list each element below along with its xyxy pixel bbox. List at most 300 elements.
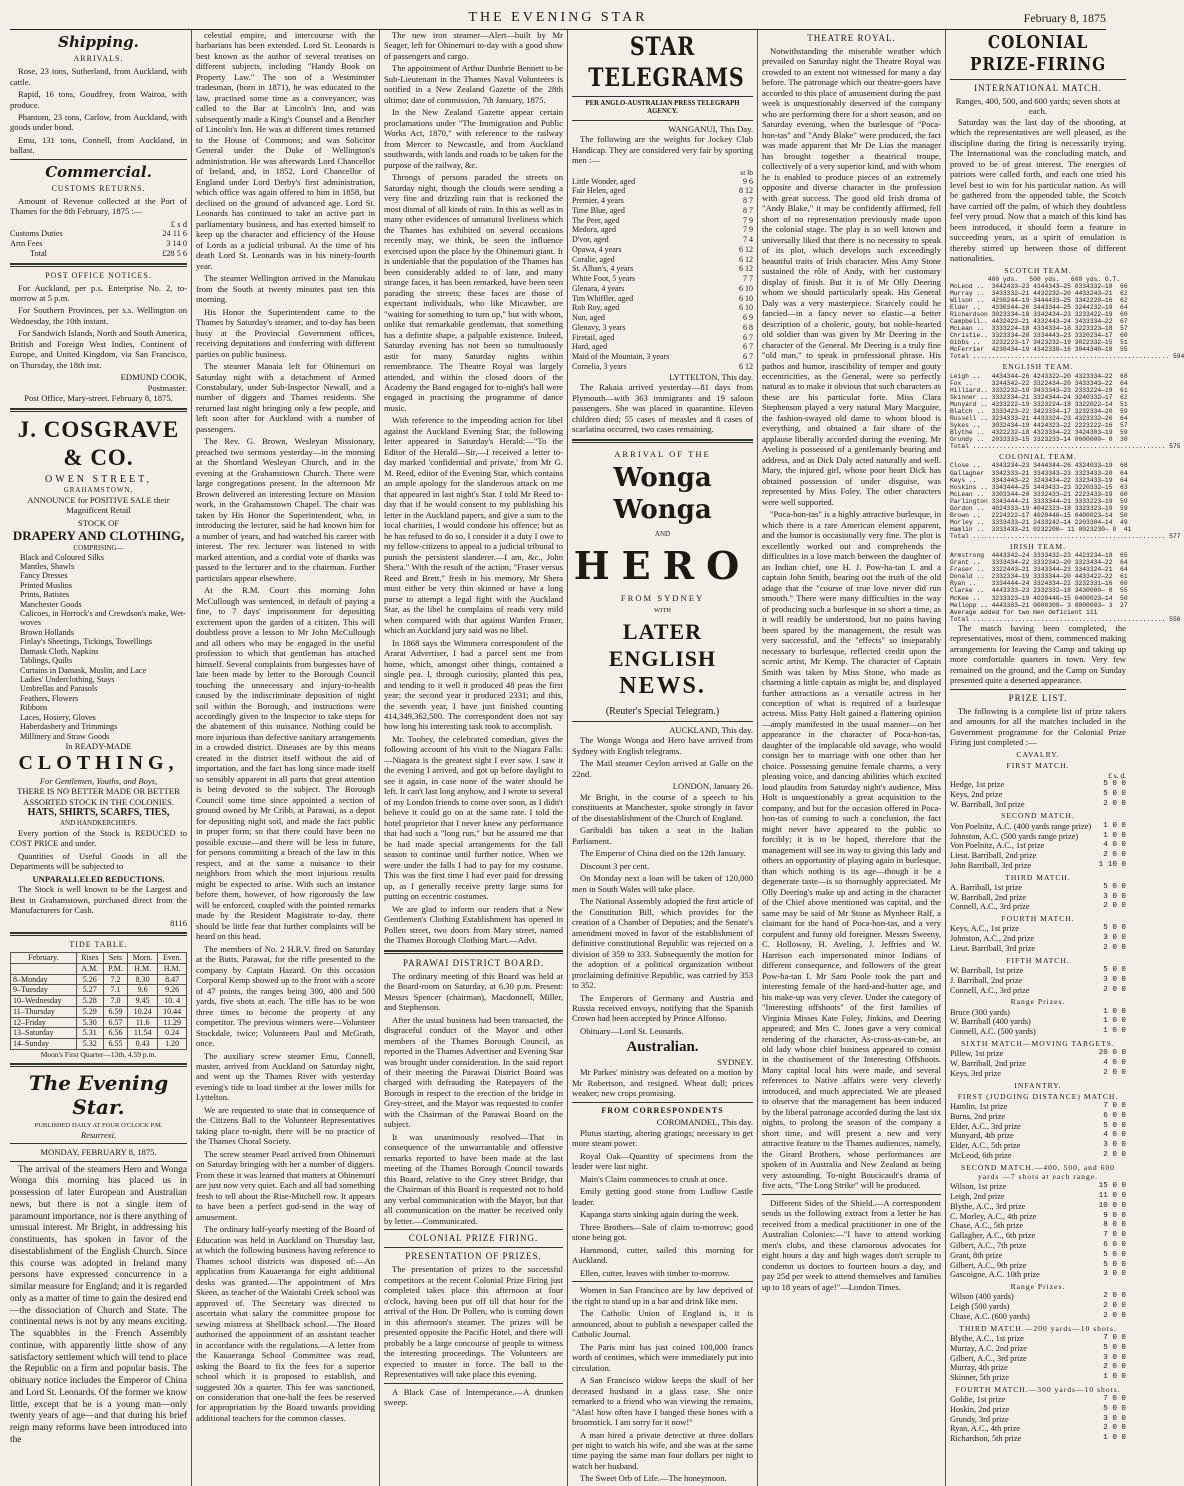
divider [384, 1247, 563, 1248]
ad-comprising: COMPRISING— [73, 543, 124, 552]
wonga-wonga: Wonga Wonga [613, 463, 712, 525]
prize-row [950, 944, 1126, 954]
goods-item: Tablings, Quilts [20, 656, 73, 666]
article-text: The auxiliary screw steamer Emu, Connell, master, arrived from Auckland on Saturday night, and went up the Thames River with yesterday evening's tide to load timber at the lower mills for Lyttelton. [196, 1050, 375, 1103]
prize-firing-heading: COLONIAL PRIZE-FIRING [970, 32, 1106, 75]
prize-winner: Murray, 4th prize [950, 1363, 1008, 1373]
horse-name: D'vor, aged [572, 235, 609, 245]
tide-cell: 8–Monday [11, 974, 77, 985]
horse-weight: 6 9 [743, 313, 753, 323]
commercial-heading: Commercial. [45, 162, 152, 181]
article-text: The Emperor of China died on the 12th January. [580, 848, 746, 859]
team-total: Total .................................................... 594 [950, 353, 1184, 361]
prize-amount: 2 0 0 [1103, 1068, 1126, 1077]
horse-name: Nun, aged [572, 313, 605, 323]
published-line: PUBLISHED DAILY AT FOUR O'CLOCK P.M. [34, 1121, 163, 1129]
tide-cell: 8.30 [128, 974, 158, 985]
dateline: AUCKLAND, This day. [669, 724, 753, 735]
article-text: Royal Oak—Quantity of specimens from the leader were last night. [572, 1150, 753, 1172]
hero-heading: HERO [573, 543, 752, 588]
divider [572, 1102, 753, 1103]
prize-row [950, 1017, 1126, 1027]
divider [10, 159, 187, 160]
prize-amount: 2 0 0 [1103, 851, 1126, 860]
tide-cell: 6.56 [103, 1028, 127, 1039]
prize-amount: 7 0 0 [1103, 1395, 1126, 1404]
horse-name: Premier, 4 years [572, 196, 624, 206]
score-table: Leigh .. 4434344—26 4243322—20 4323334—22 68 Fox .. 3244342—22 3322434—20 3433343—22 64 Hilliard.. 3332232—19 3433343—23 2333224—19 61 Skinner .. 3332334—21 3324344—24 3240332—17 62 Munyard .. 4333222—19 3323224—18 3322022—14 51 Blatch .. 3333423—22 3423334—17 3232334—20 59 Russell .. 3234333—21 4433324—23 4323332—20 64 Sykes .. 3032434—19 4424323—22 2223222—16 57 Blythe .. 4322232—18 4323334—22 3424303—19 59 Grundy .. 2033333—15 3323233—14 0000000— 0 30 [950, 372, 1128, 444]
tide-cell: 7.2 [103, 974, 127, 985]
divider [950, 689, 1126, 690]
prize-row [950, 1131, 1126, 1141]
horse-name: Glenara, 4 years [572, 283, 625, 293]
with-label: WITH [654, 606, 671, 614]
article-text: Ellen, cutter, leaves with timber to-morrow. [580, 1267, 730, 1278]
tide-cell: 10.44 [158, 1006, 187, 1017]
prize-winner: Leigh (500 yards) [950, 1302, 1010, 1312]
prize-row [950, 1344, 1126, 1354]
article-text: In 1868 says the Wimmera correspondent of the Ararat Advertiser, I had a parcel sent me from home, which, amongst other things, contained a single pea. I, through curiosity, planted this pea, and tending to it well it produced 48 peas the first year; the second year it produced 2331; and this, the seventh year, I have just finished counting 414,349,362,500. The correspondent does not say how long his interesting task took to accomplish. [384, 637, 563, 732]
presentation-title: PRESENTATION OF PRIZES. [405, 1251, 542, 1262]
prize-row [950, 1363, 1126, 1373]
prize-amount: 3 0 0 [1103, 975, 1126, 984]
ad-unparalleled: UNPARALLELED REDUCTIONS. [32, 873, 165, 884]
arrival-item: Rapid, 16 tons, Goudfrey, from Wairoa, with produce. [10, 89, 187, 110]
article-text: We are glad to inform our readers that a New Gentlemen's Clothing Establishment has opened in Pollen street, two doors from Mary street, named the Thames Borough Clothing Mart.—Advt. [384, 903, 563, 946]
news-heading: NEWS. [619, 673, 706, 700]
prize-winner: A. Barriball, 1st prize [950, 882, 1023, 892]
prize-row [950, 832, 1126, 842]
column-5 [762, 30, 946, 1486]
prize-row [950, 1049, 1126, 1059]
section-label: THIRD MATCH.—200 yards—10 shots. [959, 1323, 1117, 1333]
score-table: Armstrong 4443342—24 3333432—23 4423234—18 65 Grant .. 3333434—22 3332342—20 3323434—22 64 Fraser .. 3322443—21 3343344—23 3343324—21 64 Donald .. 2332334—19 3333344—20 4433422—22 61 Ryan .. 3334444—24 3324334—22 3232331—16 60 Clarke .. 4443333—23 2332332—18 3430000— 8 55 McKee .. 3233323—19 4020440—15 0400023—14 50 Mellopp .. 4443303—21 0000300— 3 0000003— 3 27 [950, 552, 1128, 609]
ad-number: 8116 [170, 917, 187, 928]
prize-row [950, 1112, 1126, 1122]
article-text: A Black Case of Intemperance.—A drunken sweep. [384, 1386, 563, 1407]
tide-cell: 11–Thursday [11, 1006, 77, 1017]
horse-weight: 7 9 [743, 215, 753, 225]
prize-winner: J. Barriball, 2nd prize [950, 975, 1023, 985]
tide-cell: 6.57 [103, 1017, 127, 1028]
article-text: Saturday was the last day of the shooting, at which the representatives are well pleased, as the discipline during the firing is necessarily trying. The International was the concluding match, and proved to be of great interest. The energies of patriots were called forth, and each one tried his level best to win for his particular nation. As will be gathered from the appended table, the Scotch have carried off the palm, of which they doubtless feel very proud. Now that a match of this kind has been introduced, it should form a feature in succeeding years, as a spirit of emulation is thereby stirred up between those of different nationalities. [950, 116, 1126, 264]
goods-item: Laces, Hosiery, Gloves [20, 712, 96, 722]
team-total: Total ................................................... 575 [950, 443, 1181, 451]
goods-item: Millinery and Straw Goods [20, 731, 110, 741]
prize-winner: Leigh, 2nd prize [950, 1192, 1005, 1202]
divider [572, 439, 753, 443]
ad-stock-of: STOCK OF [77, 517, 120, 528]
tide-cell: 12–Friday [11, 1017, 77, 1028]
weight-row [572, 216, 753, 226]
prize-row [950, 976, 1126, 986]
article-text: The new iron steamer—Alert—built by Mr Seager, left for Ohinemuri to-day with a good show of passengers and cargo. [384, 30, 563, 61]
weight-row [572, 225, 753, 235]
prize-row [950, 1292, 1126, 1302]
article-text: The ordinary meeting of this Board was held at the Board-room on Saturday, at 6.30 p.m. Present: Messrs Spencer (chairman), Macdonnell, Miller, and Stephenson. [384, 970, 563, 1013]
prize-amount: 2 0 0 [1103, 902, 1126, 911]
article-text: Women in San Francisco are by law deprived of the right to stand up in a bar and drink like men. [572, 1285, 753, 1306]
article-text: The steamer Wellington arrived in the Manukau from the South at twenty minutes past ten this morning. [196, 273, 375, 305]
tide-cell: 11.29 [158, 1017, 187, 1028]
horse-name: Hard, aged [572, 342, 608, 352]
dateline: LYTTELTON, This day. [669, 371, 753, 382]
post-notice: For Sandwich Islands, North and South America, British and Foreign West Indies, Continent of Europe, and United Kingdom, via San Francisco, on Thursday, the 18th inst. [10, 328, 187, 370]
article-text: At the R.M. Court this morning John McCullough was sentenced, in default of paying a fine, to 7 days' imprisonment for depositing excrement upon the garden of a citizen. This will doubtless prove a lesson to Mr John McCullough and all others who may be engaged in the useful profession to which that gentleman has attached himself. Several complaints from burgesses have of late been made by letter to the Borough Council touching the unnecessary and injury-to-health caused by the indiscriminate deposition of night soil within the Borough, and instructions were accordingly given to the Inspector to take steps for the abatement of this nuisance. Nothing could be more injurious than defective sanitary arrangements in a crowded district. Diseases are by this means created in the district itself without the aid of importation, and the fact has long since made itself so sensibly apparent in all parts that great attention is being devoted to the subject. The Borough Council some time since appointed a section of ground owned by Mr Cribb, at Parawai, as a depot for depositing night soil, and made the fact public in proper form; so that there could have been no possible excuse—and there will be less in future, for persons committing a breach of the law in this respect, and at the same a nuisance to their neighbors from which the most injurious results might be expected to arise. With such an instance before them, however, of how rigorously the law will be enforced, coupled with the pointed remarks made by the Resident Magistrate to-day, there should be little fear that further complaints will be heard on this head. [196, 585, 375, 942]
prize-row [950, 1192, 1126, 1202]
prize-winner: Hamlin, 1st prize [950, 1102, 1008, 1112]
divider [10, 263, 187, 267]
weight-row [572, 284, 753, 294]
customs-title: CUSTOMS RETURNS. [51, 184, 146, 194]
horse-name: Cornelia, 3 years [572, 361, 627, 371]
tide-subheader-row: A.M. P.M. H.M. H.M. [11, 963, 187, 974]
horse-weight: 6 10 [739, 283, 753, 293]
article-text: Garibaldi has taken a seat in the Italian Parliament. [572, 825, 753, 846]
horse-weight: 6 7 [743, 352, 753, 362]
article-text: The Mail steamer Ceylon arrived at Galle on the 22nd. [572, 758, 753, 779]
prize-winner: Blythe, A.C., 1st prize [950, 1333, 1024, 1343]
prize-list [950, 780, 1126, 1444]
section-label: INFANTRY. [1014, 1080, 1062, 1090]
horse-name: Little Wonder, aged [572, 176, 636, 186]
prize-row [950, 1373, 1126, 1383]
prize-winner: C. Morley, A.C., 4th prize [950, 1211, 1037, 1221]
ad-clothing: CLOTHING, [18, 752, 179, 775]
goods-item: Brown Hollands [20, 627, 74, 637]
tide-cell: 10. 4 [158, 996, 187, 1007]
horse-name: The Peer, aged [572, 215, 620, 225]
prize-amount: 2 0 0 [1103, 985, 1126, 994]
goods-item: Umbrellas and Parasols [20, 684, 98, 694]
tide-cell: 7.1 [103, 985, 127, 996]
goods-item: Feathers, Flowers [20, 693, 79, 703]
tide-title: TIDE TABLE. [69, 940, 128, 950]
article-text: Emily getting good stone from Ludlow Castle leader. [572, 1186, 753, 1207]
weight-row [572, 362, 753, 372]
prize-row [950, 1270, 1126, 1280]
weights-unit: st lb [740, 167, 753, 177]
prize-amount: 2 0 0 [1103, 799, 1126, 808]
and-label: AND [654, 530, 671, 539]
article-text: It was unanimously resolved—That in consequence of the unwarrantable and offensive remarks reported to have been made at the last meeting of the Thames Borough Council towards this Board, relative to the Grey street Bridge, that the Chairman of this Board is requested not to hold any verbal communication with the Mayor, but that all communication on the matter be received only by letter.—Communicated. [384, 1131, 563, 1226]
article-text: Notwithstanding the miserable weather which prevailed on Saturday night the Theatre Royal was crowded to an extent not witnessed for many a day before. The patronage which our theatre-goers have accorded to this place of amusement during the past week is unquestionably deserved of the company who are performing there for a short season, and on Saturday evening, when the burlesque of "Poca-hon-tas" and "Andy Blake" were produced, the fact was made apparent that Mr De Lias the manager has brought together a theatrical troupe, collectively of a very superior kind, and with whom he is enabled to produce pieces of an extremely opposite and diverse character in the profession with great success. The good old Irish drama of "Andy Blake," it may be confidently affirmed, fell short of no representation previously made upon the colonial stage. The play is so well known and universally liked that there is no necessity to speak of its plot, which develops such exceedingly beautiful traits of Irish character. Miss Amy Stone sustained the rôle of Andy, with her customary display of finish. But it is of Mr Olly Deering whom we should particularly speak. His General Daly was a very masterpiece. Scarcely could he fancied—in a fancy never so elastic—a better description of a choleric, gouty, but noble-hearted old soldier than was given by Mr Deering in the character of the General. Mr Deering is a truly fine "old man," to speak in professional phrase. His pathos and humor, irascibility of temper and gouty eccentricities, as the General, were so perfectly natural as to make it obvious that such characters as these are his particular forte. Miss Clara Stephenson played a very natural Mary Macguire, the fashion-swayed old dame to whom blood is everything, and obtained a fair share of the applause liberally accorded during the evening. Mr Aveling is possessed of a gentlemanly bearing and address, and as Dick Daly acted naturally and well. Mary, the injured girl, whose poor heart Dick has obtained possession of under disguise, was represented by Miss Foley. The other characters were well supported. [762, 45, 941, 507]
team-average: Average added for two men deficient 111 [950, 608, 1098, 616]
horse-name: Rob Roy, aged [572, 303, 620, 313]
prize-row [950, 800, 1126, 810]
prize-winner: McLeod, 6th prize [950, 1151, 1012, 1161]
prize-winner: Wilson, 1st prize [950, 1182, 1007, 1192]
divider [572, 96, 753, 97]
dateline: COROMANDEL, This day. [656, 1117, 753, 1128]
prize-amount: 4 0 0 [1103, 1059, 1126, 1068]
ad-for-gentlemen: For Gentlemen, Youths, and Boys, [39, 775, 158, 786]
prize-amount: 5 0 0 [1103, 1121, 1126, 1130]
masthead-title: THE EVENING STAR [468, 9, 648, 25]
weight-row [572, 255, 753, 265]
prize-amount: 5 0 0 [1103, 1250, 1126, 1259]
prize-winner: Lieut. Barriball, 2nd prize [950, 851, 1037, 861]
prize-amount: 2 0 0 [1103, 1151, 1126, 1160]
prize-row [950, 1212, 1126, 1222]
prize-amount: 5 0 0 [1103, 1404, 1126, 1413]
goods-item: Haberdashery and Trimmings [20, 722, 118, 732]
post-office-title: POST OFFICE NOTICES. [45, 270, 152, 280]
prize-row [950, 1202, 1126, 1212]
currency-head: £ s. d. [1108, 771, 1126, 780]
horse-weight: 7 4 [743, 235, 753, 245]
prize-winner: Gallagher, A.C., 6th prize [950, 1231, 1036, 1241]
goods-item: Black and Coloured Silks [20, 552, 104, 562]
prize-amount: 20 0 0 [1098, 1049, 1126, 1058]
section-label: SECOND MATCH. [1001, 811, 1075, 821]
prize-row [950, 780, 1126, 790]
article-text: His Honor the Superintendent came to the Thames by Saturday's steamer, and to-day has been busy at the Provincial Government offices, receiving deputations and conferring with different parties on public business. [196, 306, 375, 359]
prize-winner: Wilson (400 yards) [950, 1292, 1014, 1302]
prize-row [950, 1354, 1126, 1364]
horse-weight: 8 7 [743, 205, 753, 215]
ad-street: OWEN STREET, [45, 473, 152, 485]
column-4 [572, 30, 758, 1486]
moon-phase: Moon's First Quarter—13th, 4.59 p.m. [40, 1049, 157, 1059]
arrival-of: ARRIVAL OF THE [614, 448, 711, 459]
intl-match-title: INTERNATIONAL MATCH. [974, 82, 1102, 93]
prize-row [950, 841, 1126, 851]
article-text: The Emperors of Germany and Austria and Russia received envoys, notifying that the Spanish Crown had been accepted by Prince Alfonso. [572, 992, 753, 1024]
divider [572, 721, 753, 722]
article-text: The members of No. 2 H.R.V. fired on Saturday at the Butts, Parawai, for the rifle presented to the company by Captain Hazard. On this occasion Corporal Kemp showed up to the front with a score of 47 points, the ranges being 300, 400 and 500 yards, five shots at each. The rifle has to be won three times to become the property of any competitor. The previous winners were—Volunteer Stockdale, twice; Volunteers Paul and McGrath, once. [196, 943, 375, 1049]
prize-amount: 7 0 0 [1103, 1333, 1126, 1342]
prize-row [950, 934, 1126, 944]
article-text: Main's Claim commences to crush at once. [580, 1173, 728, 1184]
prize-winner: Munyard, 4th prize [950, 1131, 1014, 1141]
horse-name: White Foot, 5 years [572, 274, 636, 284]
goods-item: Damask Cloth, Napkins [20, 646, 99, 656]
from-sydney: FROM SYDNEY [620, 593, 705, 604]
horse-weight: 6 10 [739, 293, 753, 303]
horse-weight: 6 7 [743, 332, 753, 342]
tide-cell: 5.28 [76, 996, 103, 1007]
weight-row [572, 186, 753, 196]
ad-portion: Every portion of the Stock is REDUCED to COST PRICE and under. [10, 827, 187, 849]
weight-row [572, 206, 753, 216]
customs-intro: Amount of Revenue collected at the Port of Thames for the 8th February, 1875 :— [10, 195, 187, 217]
columns [10, 30, 1184, 1484]
prize-row [950, 1059, 1126, 1069]
section-label: FIRST (JUDGING DISTANCE) MATCH. [957, 1091, 1119, 1101]
prize-winner: W. Barriball, 2nd prize [950, 1059, 1026, 1069]
prize-amount: 5 0 0 [1103, 789, 1126, 798]
divider [572, 120, 753, 121]
goods-item: Curtains in Damask, Muslin, and Lace [20, 665, 147, 675]
weight-row [572, 352, 753, 362]
team-title: SCOTCH TEAM. [1004, 265, 1072, 275]
prize-row [950, 1122, 1126, 1132]
prize-winner: Richardson, 5th prize [950, 1434, 1022, 1444]
horse-weight: 6 12 [739, 244, 753, 254]
horse-name: St. Alban's, 4 years [572, 264, 634, 274]
post-footer: Post Office, Mary-street. February 8, 1875. [24, 393, 173, 404]
horse-weight: 7 7 [743, 274, 753, 284]
score-table: Close .. 4343234—23 3444344—26 4324033—19 68 Gallagher 3342333—21 3343343—23 3323433—20 64 Keys .. 3343443—22 3243434—22 3323433—19 64 Hoskins .. 3343444—25 3443433—23 3220332—15 63 McLean .. 3303344—20 3332433—21 2223433—19 60 Parlington 3343444—21 3333344—21 3333223—19 59 Gordon .. 4024333—19 4042323—18 3323323—19 59 Brown .. 2224322—17 4020440—15 0400023—14 50 Morley .. 3333433—21 2433242—14 2203304—14 49 Hamlin .. 3333433—21 0232200— 11 0023230— 9 41 [950, 462, 1132, 533]
horse-weight: 6 7 [743, 342, 753, 352]
prize-winner: Blythe, A.C., 3rd prize [950, 1201, 1026, 1211]
prize-amount: 1 0 0 [1103, 1017, 1126, 1026]
article-text: With reference to the impending action for libel against the Auckland Evening Star, the following letter appeared in Saturday's Herald:—"To the Editor of the Herald—Sir,—I received a letter to-day marked 'confidential and private,' from Mr G. M. Reed, editor of the Evening Star, which contains an ample apology for the slanderous attack on me that appeared in last night's Star. I told Mr Reed to-day that if he would consent to my publishing his letter in the Auckland papers, and give a sum to the local charities, I would condone his offence; but as he has refused to do so, I consider it a duty I owe to my fellow-citizens to appeal to a judicial tribunal to punish the persistent slanderer.—I am, &c., John Shera." With the result of the action, "Fraser versus Reed and Brett," fresh in his memory, Mr Shera must either be very thin skinned or have a long purse to attempt a legal fight with the Auckland Star, as the libel he complains of reads very mild when compared with that against Warden Fraser, which an Auckland jury said was no libel. [384, 415, 563, 636]
prize-amount: 1 0 0 [1103, 1007, 1126, 1016]
prize-winner: Connell, A.C., 3rd prize [950, 985, 1030, 995]
tide-cell: 9.45 [128, 996, 158, 1007]
prize-winner: Hoskin, 2nd prize [950, 1404, 1010, 1414]
tide-cell: 5.32 [76, 1039, 103, 1050]
post-notice: For Southern Provinces, per s.s. Wellington on Wednesday, the 10th instant. [10, 305, 187, 326]
shipping-heading: Shipping. [58, 33, 139, 51]
horse-name: Medora, aged [572, 225, 616, 235]
prize-row [950, 902, 1126, 912]
masthead [10, 4, 1106, 30]
prize-amount: 8 0 0 [1103, 1221, 1126, 1230]
prize-row [950, 966, 1126, 976]
prize-row [950, 1405, 1126, 1415]
tide-cell: 1.20 [158, 1039, 187, 1050]
tide-cell: 6.55 [103, 1039, 127, 1050]
dateline: SYDNEY. [717, 1056, 753, 1067]
prize-winner: Pillew, 1st prize [950, 1049, 1004, 1059]
prize-amount: 6 0 0 [1103, 1240, 1126, 1249]
divider [384, 1229, 563, 1230]
article-text: The Rakaia arrived yesterday—81 days from Plymouth—with 363 immigrants and 19 saloon passengers. She was placed in quarantine. Eleven children died; 55 cases of measles and 8 cases of scarlatina occurred, two cases remaining. [572, 382, 753, 435]
prize-amount: 3 0 0 [1103, 1414, 1126, 1423]
prize-winner: Connell, A.C. (500 yards) [950, 1027, 1036, 1037]
prize-amount: 3 0 0 [1103, 892, 1126, 901]
prize-amount: 3 0 0 [1103, 1270, 1126, 1279]
prize-amount: 2 0 0 [1103, 1363, 1126, 1372]
prize-row [950, 1231, 1126, 1241]
prize-amount: 1 0 0 [1103, 1373, 1126, 1382]
prize-list-title: PRIZE LIST. [1008, 692, 1068, 703]
article-text: The screw steamer Pearl arrived from Ohinemuri on Saturday bringing with her a number of diggers. From these it was learned that matters at Ohinemuri are just now very quiet. Each and all had something fresh to tell about the Rise-Mitchell row. It appears to have been a perfect god-send in the way of amusement. [196, 1148, 375, 1222]
prize-amount: 5 0 0 [1103, 1343, 1126, 1352]
article-text: The presentation of prizes to the successful competitors at the recent Colonial Prize Firing just completed takes place this afternoon at four o'clock, having been put off till that hour for the arrival of the Hon. Dr Pollen, who is coming down in this afternoon's steamer. The prizes will be presented opposite the Pacific Hotel, and there will probably be a large concourse of people to witness the interesting proceedings. The Volunteers are expected to muster in force. The ball to the Representatives will take place this evening. [384, 1264, 563, 1380]
prize-amount: 1 10 0 [1098, 860, 1126, 869]
prize-amount: 2 0 0 [1103, 1292, 1126, 1301]
prize-amount: 2 0 0 [1103, 1424, 1126, 1433]
prize-winner: Ryan, A.C., 4th prize [950, 1424, 1020, 1434]
prize-winner: W. Barriball, 3rd prize [950, 799, 1025, 809]
prize-winner: Elder, A.C., 5th prize [950, 1141, 1021, 1151]
article-text: Discount 3 per cent. [580, 860, 650, 871]
goods-item: Prints, Batistes [20, 590, 70, 600]
prize-row [950, 986, 1126, 996]
arrivals-label: ARRIVALS. [73, 54, 124, 64]
divider [762, 1194, 941, 1195]
horse-weight: 8 12 [739, 186, 753, 196]
prize-winner: Goldie, 1st prize [950, 1395, 1006, 1405]
ad-announce: ANNOUNCE for POSITIVE SALE their Magnificent Retail [27, 494, 170, 516]
horse-weight: 7 9 [743, 225, 753, 235]
ad-town: GRAHAMSTOWN, [63, 486, 134, 495]
editorial: The arrival of the steamers Hero and Wonga Wonga this morning has placed us in possession of later European and Australian news, but there is not a single item of paramount importance, nor is there anything of unusual interest. Mr Bright, in addressing his constituents, has spoken in favor of the disestablishment of the English Church. Since this course was adopted in Ireland many persons have expressed concurrence in a similar measure for England; and it is regarded only as a matter of time to gain the desired end—the dissociation of Church and State. The continental news is not by any means exciting. The squabbles in the French Assembly continue, with apparently little show of any satisfactory settlement which will tend to place the Republic on a firm and popular basis. The obituary notice includes the Emperor of China and Lord St. Leonards. Of the former we know little, except that he is a young man—only twenty years of age—and that during his brief reign many reforms have been introduced into the [10, 1164, 187, 1445]
divider [384, 1383, 563, 1384]
agency-line: PER ANGLO-AUSTRALIAN PRESS TELEGRAPH AGENCY. [585, 100, 740, 116]
customs-cols: £ s d [170, 218, 187, 229]
theatre-title: THEATRE ROYAL. [807, 33, 896, 43]
prize-amount: 2 0 0 [1103, 1311, 1126, 1320]
prize-row [950, 1334, 1126, 1344]
prize-row [950, 1182, 1126, 1192]
weight-row [572, 323, 753, 333]
tide-cell: 13–Saturday [11, 1028, 77, 1039]
article-text: Mr Bright, in the course of a speech to his constituents at Manchester, spoke strongly in favor of the disestablishment of the Church of England. [572, 791, 753, 823]
article-text: Hammond, cutter, sailed this morning for Auckland. [572, 1244, 753, 1266]
section-label: FIRST MATCH. [1006, 760, 1070, 770]
divider [10, 1063, 187, 1067]
tide-row [11, 1017, 187, 1028]
divider [10, 1143, 187, 1144]
prize-winner: Chase, A.C., 5th prize [950, 1221, 1024, 1231]
tide-row [11, 985, 187, 996]
postmaster-name: EDMUND COOK, [120, 372, 187, 383]
prize-amount: 1 0 0 [1103, 821, 1126, 830]
tide-cell: 5.30 [76, 1017, 103, 1028]
article-text: celestial empire, and intercourse with the barbarians has been extended. Lord St. Leonards is best known as the author of several treatises on different subjects, including "Handy Book on Property Law." The son of a Westminster tradesman, (born in 1871), he was educated to the law, practised some time as a conveyancer, was called to the Bar at Lincoln's Inn, and was subsequently made a King's Counsel and a Bencher of Lincoln's Inn. He was at different times returned to the House of Commons; and was Solicitor General under the Duke of Wellington's administration. He was afterwards Lord Chancellor of Ireland, and, in 1852, Lord Chancellor of England under Lord Derby's first administration, which office was again offered to him in 1858, but declined on the ground of advanced age. Lord St. Leonards has continued to take an active part in parliamentary business, and has exerted himself to keep up the character and efficiency of the House of Lords as a judicial tribunal. At the time of his death Lord St. Leonards was in his ninety-fourth year. [196, 30, 375, 271]
weight-row [572, 235, 753, 245]
article-text: Mr Parkes' ministry was defeated on a motion by Mr Robertson, and resigned. Wheat dull; prices weaker; new crops promising. [572, 1067, 753, 1099]
ad-stock-known: The Stock is well known to be the Largest and Best in Grahamstown, purchased direct from the Manufacturers for Cash. [10, 884, 187, 916]
goods-list [10, 553, 187, 741]
weight-row [572, 313, 753, 323]
team-title: IRISH TEAM. [1009, 541, 1066, 551]
weight-row [572, 303, 753, 313]
tide-cell: 5.31 [76, 1028, 103, 1039]
tide-row [11, 996, 187, 1007]
goods-item: Ladies' Underclothing, Stays [20, 674, 115, 684]
prize-row [950, 1027, 1126, 1037]
weights-table [572, 177, 753, 372]
arrival-item: Rose, 23 tons, Sutherland, from Auckland, with cattle. [10, 66, 187, 87]
prize-winner: Grant, 8th prize [950, 1250, 1003, 1260]
article-text: Plutus starting, altering gratings; necessary to get more steam power. [572, 1127, 753, 1149]
article-text: In the New Zealand Gazette appear certain proclamations under "The Immigration and Public Works Act, 1870," with reference to the railway from Mercer to Newcastle, and from Auckland southwards, with lands and roads to be taken for the purpose of the railway, &c. [384, 107, 563, 170]
prize-row [950, 1008, 1126, 1018]
section-label: SECOND MATCH.—400, 500, and 600 yards —7 shots at each range. [961, 1162, 1115, 1182]
article-text: The Catholic Union of England is, it is announced, about to publish a newspaper called the Catholic Journal. [572, 1308, 753, 1340]
prize-amount: 1 0 0 [1103, 831, 1126, 840]
horse-weight: 8 7 [743, 196, 753, 206]
horse-weight: 6 10 [739, 303, 753, 313]
prize-row [950, 1102, 1126, 1112]
prize-winner: Johnston, A.C., 2nd prize [950, 934, 1035, 944]
cosgrave-ad-title: J. COSGRAVE & CO. [17, 416, 180, 470]
weight-row [572, 333, 753, 343]
prize-winner: Connell, A.C., 3rd prize [950, 902, 1030, 912]
article-text: Mr. Toohey, the celebrated comedian, gives the following account of his visit to the Niagara Falls:—Niagara is the greatest sight I ever saw. I saw it the evening I arrived, and got up before daylight to see it again, in case none of the water should be left. It can't last long anyhow, and I wrote to several of my London friends to come over soon, as I didn't believe it could go on at the same rate. I told the hotel proprietor that I never knew any performance that had such a "long run," but he assured me that he had made special arrangements for the fall season to continue until further notice. When we were under the falls I had to pay for my costume. This was the first time I had ever paid for dressing up, as I generally receive pretty large sums for putting on eccentric costumes. [384, 733, 563, 902]
motto: Resurrexi. [80, 1129, 117, 1140]
tide-cell: 0.24 [158, 1028, 187, 1039]
prize-amount: 9 0 0 [1103, 1211, 1126, 1220]
tide-table [10, 952, 187, 1050]
prize-amount: 10 0 0 [1098, 1201, 1126, 1210]
section-label: FOURTH MATCH. [1001, 914, 1075, 924]
horse-weight: 6 8 [743, 322, 753, 332]
article-text: Throngs of persons paraded the streets on Saturday night, though the clouds were sending a very fine and drizzling rain that is reckoned the most dismal of all kinds of rain. In this as well as in many other evidences of unnatural liveliness which the Thames has exhibited on several occasions recently may, we think, be seen the influence exercised upon the place by the Ohinemuri giant. It is undeniable that the population of the Thames has been considerably added to of late, and many strange faces, it has been remarked, have been seen parading the streets; these faces are those of expectant individuals, who like Micawber, are "waiting for something to turn up," but with whom, unlike that remarkable gentleman, that something has a definite shape, a palpable existence. Indeed, Saturday evening has not been so tumultuously astir for many Saturday nights within remembrance. The Theatre Royal was largely attended, and within the closed doors of the Academy the Band engaged for to-night's ball were engaged in practising the programme of dance music. [384, 172, 563, 413]
prize-amount: 2 0 0 [1103, 1302, 1126, 1311]
tide-cell: 6.59 [103, 1006, 127, 1017]
paper-title: The Evening Star. [28, 1070, 169, 1120]
section-label: FOURTH MATCH.—300 yards—10 shots. [955, 1384, 1121, 1394]
horse-weight: 9 6 [743, 176, 753, 186]
arrival-item: Emu, 131 tons, Connell, from Auckland, in ballast. [10, 134, 187, 156]
